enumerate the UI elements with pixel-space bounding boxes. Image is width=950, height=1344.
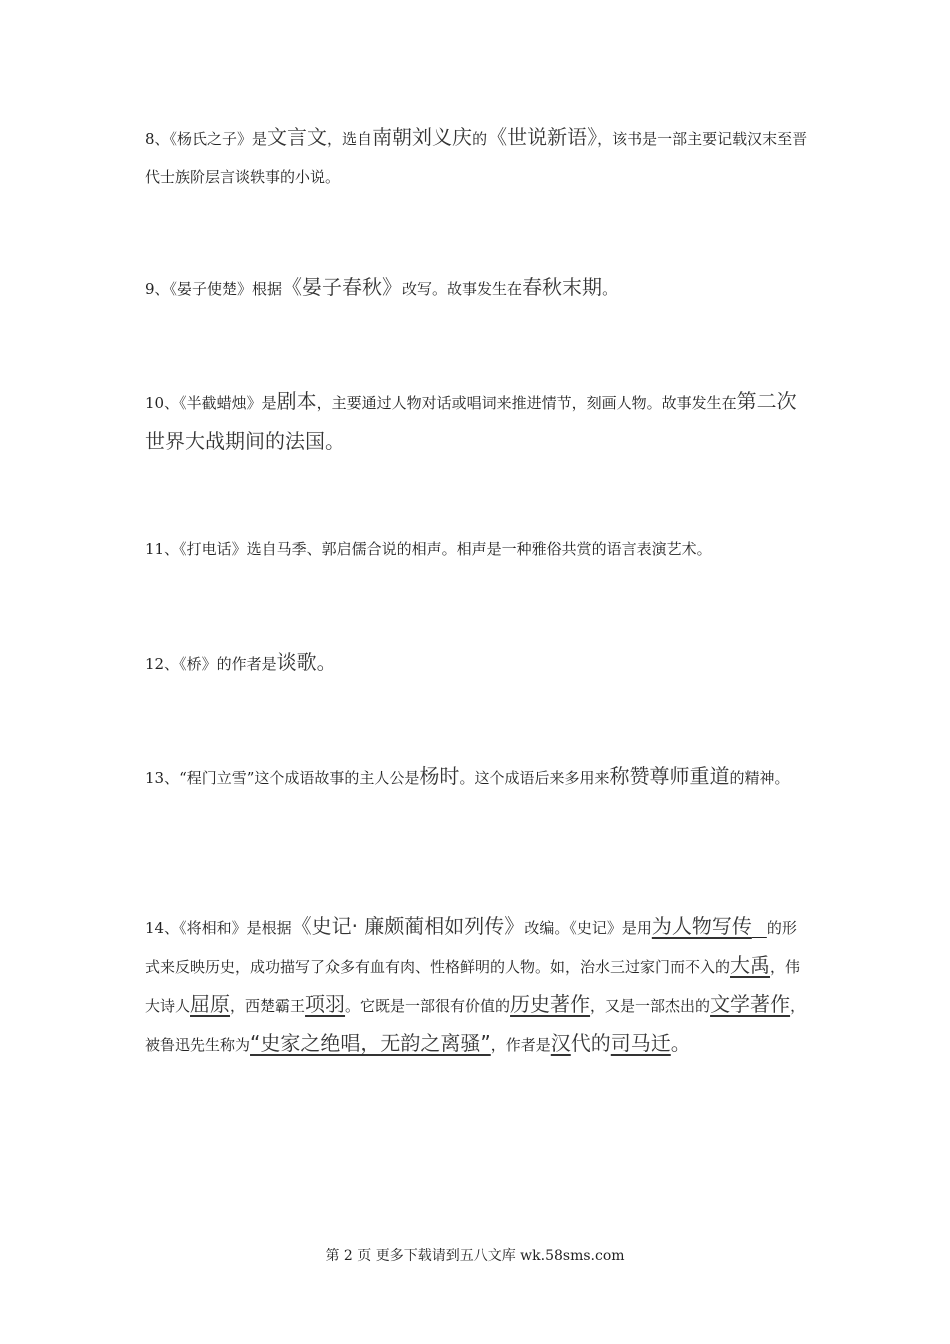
q8-suffix: ，该书是一部主要记载汉末至晋代士族阶层言谈轶事的小说。: [145, 130, 808, 186]
q13-prefix: 13、“程门立雪”这个成语故事的主人公是: [145, 769, 420, 787]
q12-answer-1: 谈歌: [276, 650, 317, 674]
q9-prefix: 9、《晏子使楚》根据: [145, 280, 283, 298]
q9-answer-1: 《晏子春秋》: [282, 275, 403, 299]
q14-answer-3: 大禹: [730, 953, 771, 977]
q14-answer-9: 汉: [550, 1031, 571, 1055]
q14-answer-6: 历史著作: [510, 992, 591, 1016]
q14-mid-8: ，作者是: [490, 1036, 551, 1054]
q14-blank-underline: [752, 910, 767, 947]
q10-prefix: 10、《半截蜡烛》是: [145, 394, 277, 412]
q13-answer-1: 杨时: [419, 764, 460, 788]
q11-text: 11、《打电话》选自马季、郭启儒合说的相声。相声是一种雅俗共赏的语言表演艺术。: [145, 540, 712, 558]
q10-mid-1: ，主要通过人物对话或唱词来推进情节，刻画人物。故事发生在: [316, 394, 737, 412]
q8-mid-2: 的: [472, 130, 488, 148]
q10-suffix: 。: [325, 429, 345, 453]
q13-mid-1: 。这个成语后来多用来: [459, 769, 610, 787]
q14-answer-10: 司马迁: [610, 1031, 671, 1055]
q12-suffix: 。: [316, 650, 337, 674]
q13-answer-2: 称赞尊师重道: [609, 764, 730, 788]
q14-mid-1: 改编。《史记》是用: [524, 919, 652, 937]
question-13: [145, 757, 810, 797]
q14-answer-8: “史家之绝唱，无韵之离骚”: [250, 1031, 491, 1055]
q8-answer-1: 文言文: [267, 125, 328, 149]
q9-answer-2: 春秋末期: [522, 275, 603, 299]
q14-mid-3: ，伟大诗人: [145, 958, 801, 1015]
q8-answer-2: 南朝刘义庆: [372, 125, 473, 149]
question-10: [145, 382, 810, 462]
page-footer: 第 2 页 更多下载请到五八文库 wk.58sms.com: [325, 1248, 625, 1264]
q14-answer-2: 为人物写传: [651, 914, 752, 938]
q10-answer-1: 剧本: [276, 389, 317, 413]
q10-answer-2: 第二次世界大战期间的法国: [145, 389, 797, 453]
q8-mid-1: ，选自: [327, 130, 373, 148]
q14-mid-2: 的形式来反映历史，成功描写了众多有血有肉、性格鲜明的人物。如，治水三过家门而不入的: [145, 919, 797, 976]
q14-mid-4: ，西楚霸王: [230, 997, 306, 1015]
question-9: [145, 268, 810, 308]
q9-mid-1: 改写。故事发生在: [402, 280, 523, 298]
question-14: [145, 908, 810, 1064]
q13-suffix: 的精神。: [729, 769, 790, 787]
q12-prefix: 12、《桥》的作者是: [145, 655, 277, 673]
q14-answer-4: 屈原: [190, 992, 231, 1016]
q14-answer-1: 《史记· 廉颇蔺相如列传》: [291, 914, 525, 938]
q14-mid-5: 。它既是一部很有价值的: [345, 997, 511, 1015]
question-11: [145, 530, 810, 568]
q14-mid-9: 代的: [570, 1031, 611, 1055]
q14-answer-7: 文学著作: [710, 992, 791, 1016]
question-12: [145, 643, 810, 683]
q14-answer-5: 项羽: [305, 992, 346, 1016]
q8-prefix: 8、《杨氏之子》是: [145, 130, 268, 148]
q9-suffix: 。: [602, 280, 618, 298]
q14-prefix: 14、《将相和》是根据: [145, 919, 292, 937]
q14-suffix: 。: [670, 1031, 691, 1055]
question-8: [145, 118, 810, 196]
q8-answer-3: 《世说新语》: [487, 125, 598, 149]
q14-mid-7: ，被鲁迅先生称为: [145, 997, 806, 1054]
q14-mid-6: ，又是一部杰出的: [590, 997, 711, 1015]
